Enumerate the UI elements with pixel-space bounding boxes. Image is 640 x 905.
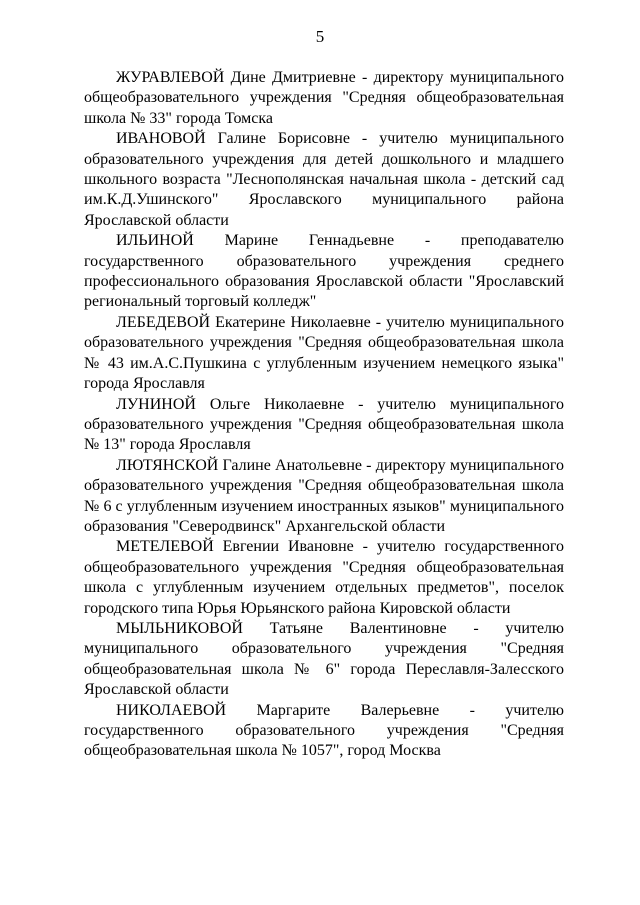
- award-entry: МЕТЕЛЕВОЙ Евгении Ивановне - учителю государственного общеобразовательного учреждения "Средняя общеобразовательная школа с углубленным изучением отдельных предметов", поселок городского типа Юрья Юрьянского района Кировской области: [84, 538, 564, 617]
- award-entry: ИВАНОВОЙ Галине Борисовне - учителю муниципального образовательного учреждения для детей дошкольного и младшего школьного возраста "Леснополянская начальная школа - детский сад им.К.Д.Ушинского" Ярославского муниципального района Ярославской области: [84, 130, 564, 229]
- award-entry: ИЛЬИНОЙ Марине Геннадьевне - преподавателю государственного образовательного учреждения среднего профессионального образования Ярославской области "Ярославский региональный торговый колледж": [84, 232, 564, 311]
- award-entry: ЖУРАВЛЕВОЙ Дине Дмитриевне - директору муниципального общеобразовательного учреждения "Средняя общеобразовательная школа № 33" города Томска: [84, 69, 564, 127]
- award-entry: ЛУНИНОЙ Ольге Николаевне - учителю муниципального образовательного учреждения "Средняя общеобразовательная школа № 13" города Ярославля: [84, 395, 564, 454]
- page-number: 5: [315, 27, 325, 46]
- award-entry: ЛЮТЯНСКОЙ Галине Анатольевне - директору муниципального образовательного учреждения "Средняя общеобразовательная школа № 6 с углубленным изучением иностранных языков" муниципального образования "Северодвинск" Архангельской области: [84, 456, 564, 535]
- award-list: [84, 68, 564, 762]
- award-entry: ЛЕБЕДЕВОЙ Екатерине Николаевне - учителю муниципального образовательного учреждения "Средняя общеобразовательная школа № 43 им.А.С.Пушкина с углубленным изучением немецкого языка" города Ярославля: [84, 313, 564, 393]
- award-entry: МЫЛЬНИКОВОЙ Татьяне Валентиновне - учителю муниципального образовательного учреждения "Средняя общеобразовательная школа № 6" города Переславля-Залесского Ярославской области: [84, 619, 564, 699]
- award-entry: НИКОЛАЕВОЙ Маргарите Валерьевне - учителю государственного образовательного учреждения "Средняя общеобразовательная школа № 1057", город Москва: [84, 701, 564, 760]
